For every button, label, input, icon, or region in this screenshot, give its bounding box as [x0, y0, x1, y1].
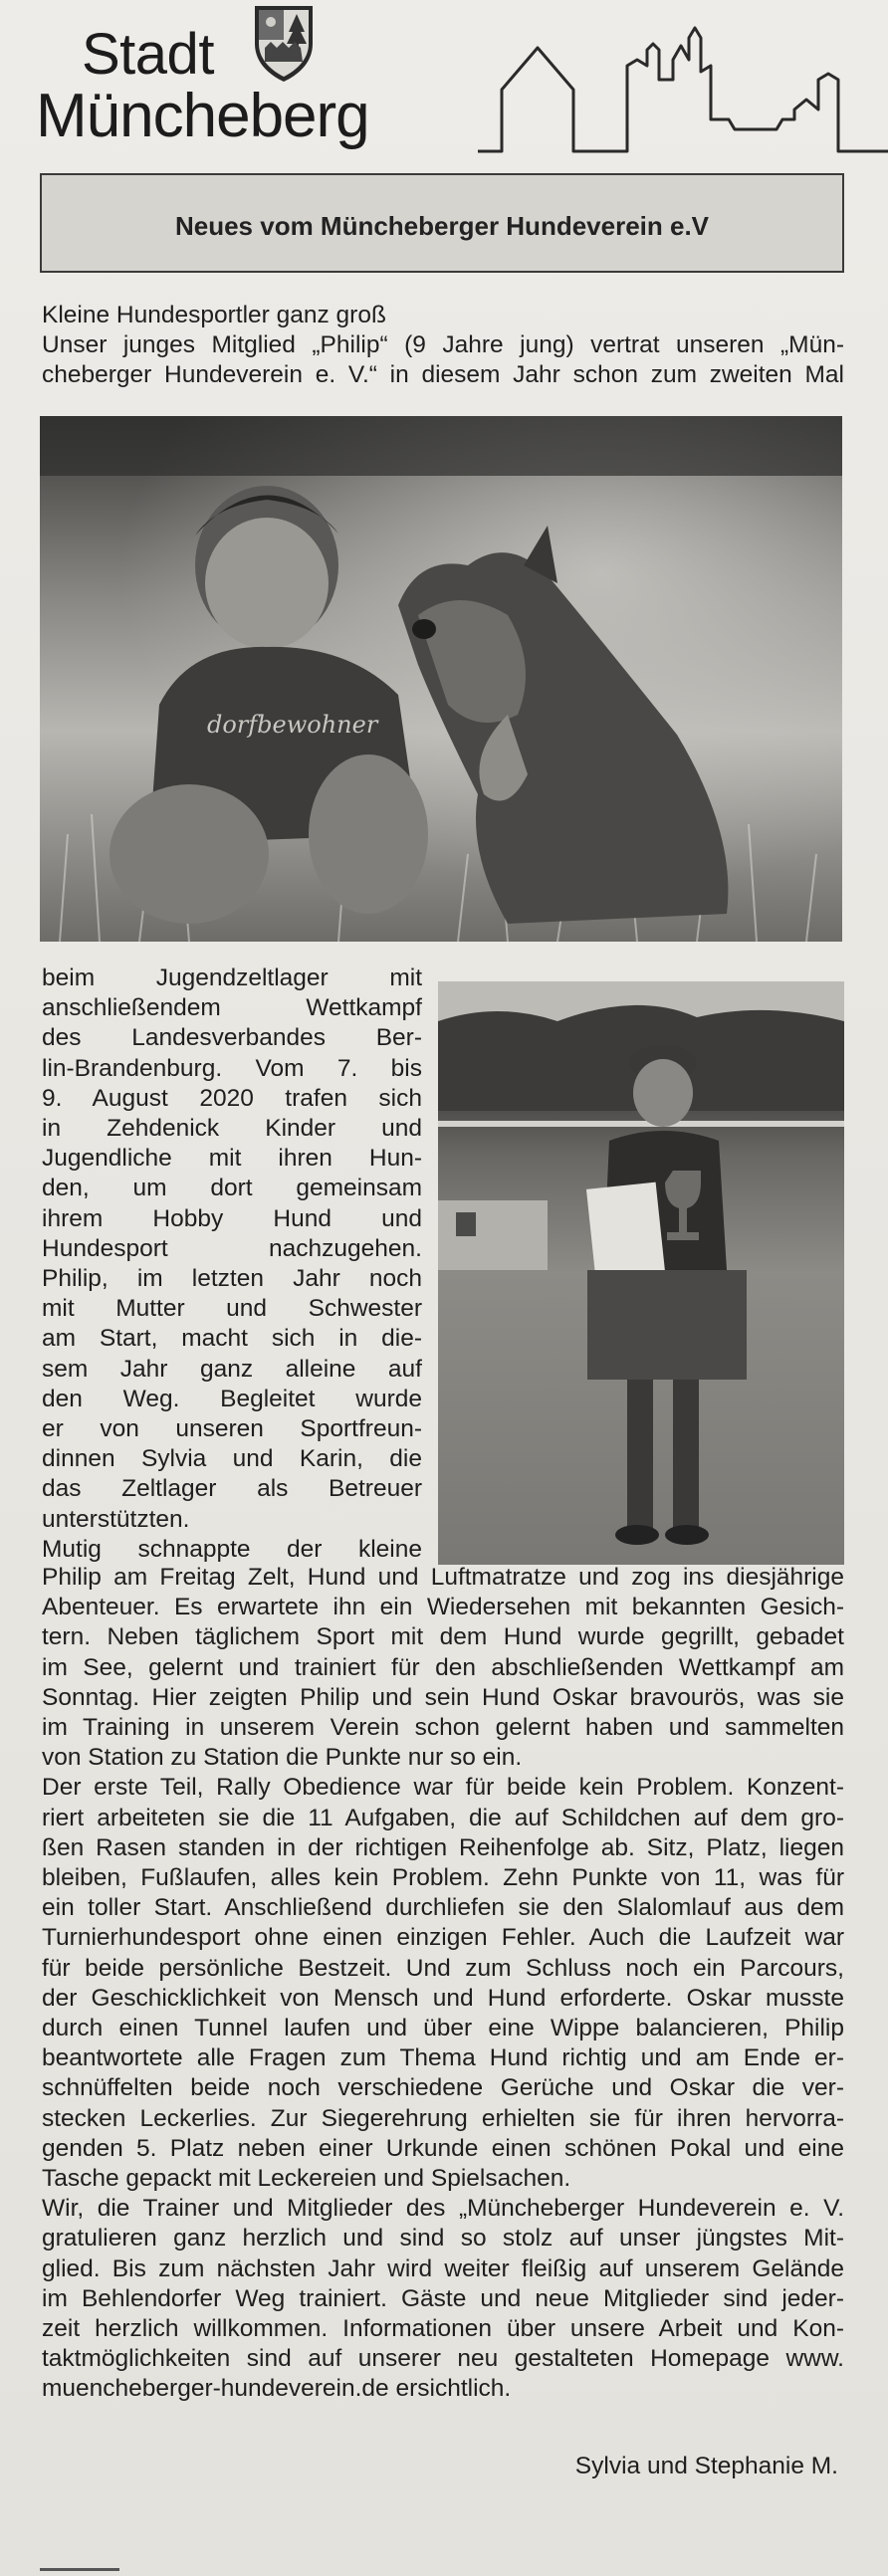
text-line: beim Jugendzeltlager mit: [42, 965, 422, 991]
divider: [40, 2568, 119, 2571]
text-line: in Zehdenick Kinder und: [42, 1115, 422, 1143]
photo-boy-with-dog: [40, 416, 842, 942]
article-subtitle: Kleine Hundesportler ganz groß: [42, 302, 386, 328]
text-line: Unser junges Mitglied „Philip“ (9 Jahre jung) vertrat unseren „Mün-: [42, 331, 844, 359]
text-line: im See, gelernt und trainiert für den abschließenden Wettkampf am: [42, 1653, 844, 1681]
text-line: Mutig schnappte der kleine: [42, 1535, 422, 1563]
text-line: unterstützten.: [42, 1505, 190, 1533]
text-line: gratulieren ganz herzlich und sind so stolz auf unser jüngstes Mit-: [42, 2225, 844, 2253]
text-line: muencheberger-hundeverein.de ersichtlich.: [42, 2375, 512, 2403]
article-intro: [42, 301, 844, 391]
text-line: ein toller Start. Anschließend durchliefen sie den Slalomlauf aus dem: [42, 1894, 844, 1922]
text-line: anschließendem Wettkampf: [42, 994, 422, 1022]
text-line: beantwortete alle Fragen zum Thema Hund richtig und am Ende er-: [42, 2044, 844, 2072]
text-line: bleiben, Fußlaufen, alles kein Problem. Zehn Punkte von 11, was für: [42, 1864, 844, 1892]
text-line: glied. Bis zum nächsten Jahr wird weiter fleißig auf unserem Gelände: [42, 2254, 844, 2282]
text-line: sem Jahr ganz alleine auf: [42, 1355, 422, 1383]
text-line: Philip am Freitag Zelt, Hund und Luftmatratze und zog ins diesjährige: [42, 1564, 844, 1591]
text-line: Der erste Teil, Rally Obedience war für beide kein Problem. Konzent-: [42, 1774, 844, 1802]
text-line: schnüffelten beide noch verschiedene Gerüche und Oskar die ver-: [42, 2074, 844, 2102]
text-line: mit Mutter und Schwester: [42, 1295, 422, 1323]
text-line: des Landesverbandes Ber-: [42, 1024, 422, 1052]
article-body-text: [42, 1563, 844, 2405]
text-line: Philip, im letzten Jahr noch: [42, 1265, 422, 1293]
text-line: ihrem Hobby Hund und: [42, 1204, 422, 1232]
text-line: den, um dort gemeinsam: [42, 1175, 422, 1202]
text-line: den Weg. Begleitet wurde: [42, 1385, 422, 1412]
article-column-text: [42, 964, 422, 1565]
text-line: Sonntag. Hier zeigten Philip und sein Hund Oskar bravourös, was sie: [42, 1683, 844, 1711]
text-line: er von unseren Sportfreun-: [42, 1415, 422, 1443]
text-line: genden 5. Platz neben einer Urkunde einen schönen Pokal und eine: [42, 2134, 844, 2162]
text-line: ßen Rasen standen in der richtigen Reihenfolge ab. Sitz, Platz, liegen: [42, 1833, 844, 1861]
text-line: stecken Leckerlies. Zur Siegerehrung erhielten sie für ihren hervorra-: [42, 2104, 844, 2132]
text-line: 9. August 2020 trafen sich: [42, 1084, 422, 1112]
photo-boy-with-trophy: [438, 981, 844, 1565]
text-line: riert arbeiteten sie die 11 Aufgaben, die auf Schildchen auf dem gro-: [42, 1804, 844, 1831]
text-line: taktmöglichkeiten sind auf unserer neu gestalteten Homepage www.: [42, 2345, 844, 2373]
shirt-text: dorfbewohner: [207, 711, 378, 739]
text-line: Jugendliche mit ihren Hun-: [42, 1145, 422, 1173]
text-line: cheberger Hundeverein e. V.“ in diesem Jahr schon zum zweiten Mal: [42, 361, 844, 389]
text-line: durch einen Tunnel laufen und über eine Wippe balancieren, Philip: [42, 2015, 844, 2042]
town-name-line2: Müncheberg: [36, 82, 369, 150]
coat-of-arms-icon: [251, 2, 317, 84]
text-line: tern. Neben täglichem Sport mit dem Hund wurde gegrillt, gebadet: [42, 1623, 844, 1651]
town-skyline-line-icon: [478, 20, 888, 159]
text-line: dinnen Sylvia und Karin, die: [42, 1445, 422, 1473]
text-line: der Geschicklichkeit von Mensch und Hund erforderte. Oskar musste: [42, 1984, 844, 2012]
text-line: für beide persönliche Bestzeit. Und zum Schluss noch ein Parcours,: [42, 1954, 844, 1982]
text-line: lin-Brandenburg. Vom 7. bis: [42, 1054, 422, 1082]
headline-box: [40, 173, 844, 273]
text-line: von Station zu Station die Punkte nur so ein.: [42, 1744, 523, 1772]
text-line: Abenteuer. Es erwartete ihn ein Wiedersehen mit bekannten Gesich-: [42, 1594, 844, 1621]
text-line: Wir, die Trainer und Mitglieder des „Müncheberger Hundeverein e. V.: [42, 2195, 844, 2223]
masthead: [0, 0, 888, 164]
town-name-line1: Stadt: [82, 22, 214, 87]
text-line: Tasche gepackt mit Leckereien und Spielsachen.: [42, 2165, 571, 2193]
text-line: zeit herzlich willkommen. Informationen über unsere Arbeit und Kon-: [42, 2315, 844, 2343]
author-signature: Sylvia und Stephanie M.: [574, 2453, 838, 2479]
text-line: im Training in unserem Verein schon gelernt haben und sammelten: [42, 1714, 844, 1742]
text-line: am Start, macht sich in die-: [42, 1325, 422, 1353]
text-line: im Behlendorfer Weg trainiert. Gäste und neue Mitglieder sind jeder-: [42, 2284, 844, 2312]
article-headline: Neues vom Müncheberger Hundeverein e.V: [174, 211, 710, 241]
text-line: Turnierhundesport ohne einen einzigen Fehler. Auch die Laufzeit war: [42, 1924, 844, 1952]
text-line: das Zeltlager als Betreuer: [42, 1475, 422, 1503]
text-line: Hundesport nachzugehen.: [42, 1234, 422, 1262]
